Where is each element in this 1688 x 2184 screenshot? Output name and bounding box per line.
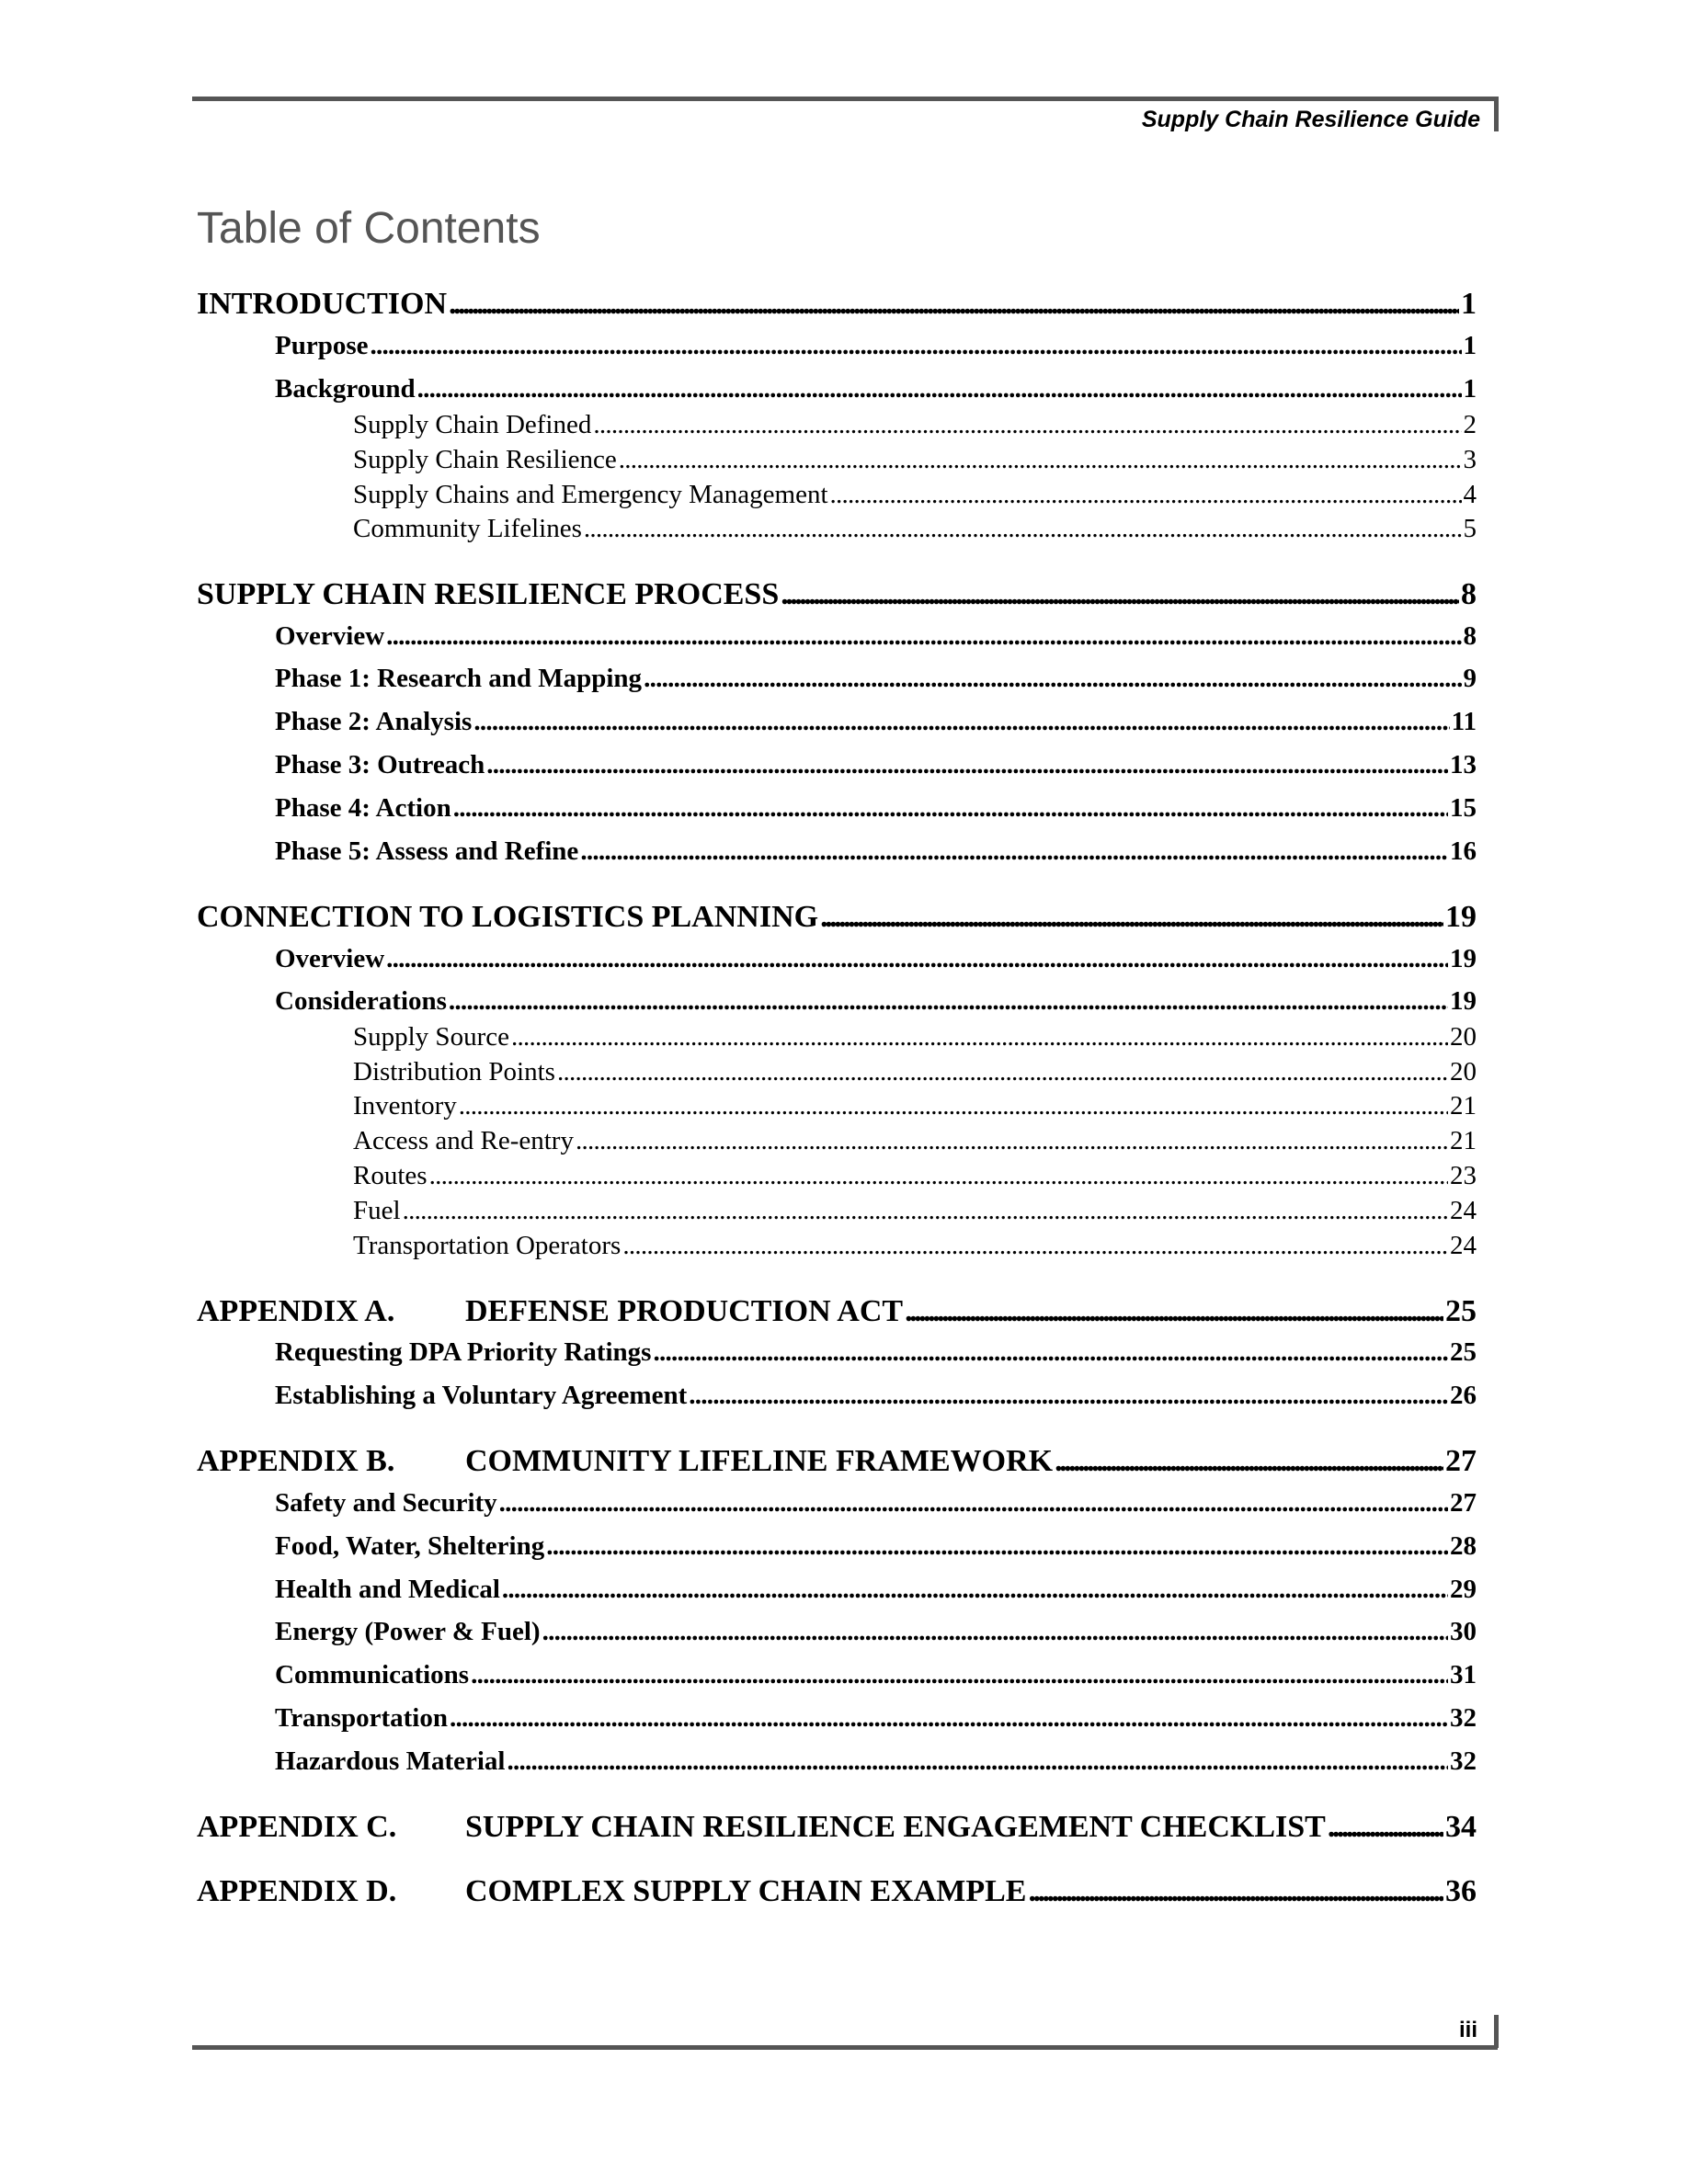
toc-entry-page: 8 bbox=[1461, 577, 1477, 611]
toc-dot-leader bbox=[619, 443, 1462, 476]
toc-entry-page: 4 bbox=[1463, 480, 1477, 509]
toc-dot-leader bbox=[502, 1573, 1448, 1606]
toc-entry-number: APPENDIX C. bbox=[197, 1810, 397, 1844]
toc-dot-leader bbox=[622, 1229, 1448, 1262]
footer-corner-bar bbox=[1494, 2015, 1499, 2048]
toc-entry-label: Phase 1: Research and Mapping bbox=[275, 664, 643, 693]
toc-dot-leader bbox=[511, 1020, 1448, 1053]
toc-dot-leader bbox=[429, 1159, 1448, 1192]
toc-entry-label: Supply Chains and Emergency Management bbox=[353, 480, 828, 509]
toc-entry-label: COMMUNITY LIFELINE FRAMEWORK bbox=[465, 1444, 1054, 1478]
toc-entry-page: 1 bbox=[1463, 374, 1477, 404]
toc-dot-leader bbox=[1328, 1809, 1443, 1846]
toc-entry-label: INTRODUCTION bbox=[197, 287, 448, 321]
toc-dot-leader bbox=[453, 791, 1448, 825]
toc-entry-label: Phase 2: Analysis bbox=[275, 707, 473, 736]
toc-entry-page: 26 bbox=[1450, 1381, 1477, 1410]
toc-dot-leader bbox=[386, 620, 1461, 653]
toc-entry-level-3[interactable] bbox=[353, 1229, 1477, 1262]
toc-dot-leader bbox=[449, 984, 1448, 1018]
toc-entry-label: Purpose bbox=[275, 331, 369, 360]
toc-entry-label: SUPPLY CHAIN RESILIENCE PROCESS bbox=[197, 577, 780, 611]
toc-entry-label: Phase 5: Assess and Refine bbox=[275, 836, 579, 866]
toc-entry-level-2[interactable] bbox=[275, 1336, 1477, 1369]
toc-entry-level-3[interactable] bbox=[353, 1055, 1477, 1088]
toc-dot-leader bbox=[820, 899, 1443, 936]
toc-dot-leader bbox=[580, 835, 1448, 868]
toc-entry-page: 25 bbox=[1445, 1294, 1477, 1328]
toc-entry-label: Inventory bbox=[353, 1091, 457, 1120]
toc-dot-leader bbox=[542, 1615, 1448, 1648]
toc-dot-leader bbox=[1028, 1873, 1443, 1910]
toc-entry-label: Supply Chain Defined bbox=[353, 410, 592, 439]
toc-entry-level-1[interactable] bbox=[197, 899, 1477, 936]
toc-entry-level-1[interactable] bbox=[197, 1873, 1477, 1910]
toc-entry-page: 28 bbox=[1450, 1531, 1477, 1561]
toc-entry-level-2[interactable] bbox=[275, 1658, 1477, 1691]
toc-entry-level-2[interactable] bbox=[275, 372, 1477, 405]
toc-entry-page: 2 bbox=[1463, 410, 1477, 439]
toc-entry-level-2[interactable] bbox=[275, 329, 1477, 362]
toc-entry-label: Communications bbox=[275, 1660, 470, 1689]
toc-dot-leader bbox=[459, 1089, 1448, 1122]
toc-entry-level-3[interactable] bbox=[353, 1089, 1477, 1122]
toc-entry-level-1[interactable] bbox=[197, 1809, 1477, 1846]
toc-entry-label: SUPPLY CHAIN RESILIENCE ENGAGEMENT CHECKLIST bbox=[465, 1810, 1326, 1844]
toc-entry-level-2[interactable] bbox=[275, 1701, 1477, 1735]
toc-entry-level-2[interactable] bbox=[275, 705, 1477, 738]
toc-dot-leader bbox=[499, 1486, 1448, 1519]
toc-entry-level-1[interactable] bbox=[197, 1293, 1477, 1330]
toc-entry-label: Transportation Operators bbox=[353, 1231, 622, 1260]
toc-dot-leader bbox=[593, 408, 1461, 441]
toc-entry-page: 21 bbox=[1450, 1091, 1477, 1120]
toc-entry-page: 9 bbox=[1463, 664, 1477, 693]
toc-entry-page: 1 bbox=[1461, 287, 1477, 321]
toc-entry-level-2[interactable] bbox=[275, 1379, 1477, 1412]
toc-entry-page: 31 bbox=[1450, 1660, 1477, 1689]
page-number: iii bbox=[1458, 2018, 1477, 2042]
page-title: Table of Contents bbox=[197, 204, 541, 253]
toc-entry-page: 13 bbox=[1450, 750, 1477, 779]
toc-entry-level-3[interactable] bbox=[353, 1124, 1477, 1157]
toc-entry-level-3[interactable] bbox=[353, 478, 1477, 511]
toc-entry-label: Safety and Security bbox=[275, 1488, 497, 1518]
toc-entry-page: 27 bbox=[1450, 1488, 1477, 1518]
toc-entry-label: Overview bbox=[275, 944, 385, 973]
toc-entry-page: 36 bbox=[1445, 1874, 1477, 1908]
toc-entry-page: 29 bbox=[1450, 1575, 1477, 1604]
toc-entry-label: Community Lifelines bbox=[353, 514, 582, 543]
toc-entry-level-2[interactable] bbox=[275, 1530, 1477, 1563]
running-header-title: Supply Chain Resilience Guide bbox=[1141, 107, 1480, 132]
toc-dot-leader bbox=[644, 662, 1461, 695]
toc-dot-leader bbox=[576, 1124, 1448, 1157]
toc-entry-label: Fuel bbox=[353, 1196, 401, 1225]
toc-dot-leader bbox=[450, 1701, 1448, 1735]
toc-entry-label: Health and Medical bbox=[275, 1575, 500, 1604]
toc-entry-label: COMPLEX SUPPLY CHAIN EXAMPLE bbox=[465, 1874, 1027, 1908]
toc-entry-page: 24 bbox=[1450, 1231, 1477, 1260]
toc-entry-page: 3 bbox=[1463, 445, 1477, 474]
toc-dot-leader bbox=[486, 748, 1448, 781]
toc-entry-page: 19 bbox=[1450, 944, 1477, 973]
toc-entry-level-1[interactable] bbox=[197, 286, 1477, 323]
toc-entry-page: 11 bbox=[1451, 707, 1477, 736]
toc-entry-level-3[interactable] bbox=[353, 1194, 1477, 1227]
toc-dot-leader bbox=[473, 705, 1449, 738]
toc-entry-level-1[interactable] bbox=[197, 1443, 1477, 1480]
toc-entry-label: Access and Re-entry bbox=[353, 1126, 574, 1155]
toc-entry-page: 20 bbox=[1450, 1022, 1477, 1052]
toc-entry-level-2[interactable] bbox=[275, 1745, 1477, 1778]
toc-entry-page: 19 bbox=[1450, 986, 1477, 1016]
toc-entry-level-3[interactable] bbox=[353, 408, 1477, 441]
toc-entry-label: Supply Source bbox=[353, 1022, 509, 1052]
toc-entry-label: CONNECTION TO LOGISTICS PLANNING bbox=[197, 900, 819, 934]
toc-entry-label: Hazardous Material bbox=[275, 1746, 506, 1776]
toc-entry-page: 32 bbox=[1450, 1746, 1477, 1776]
toc-entry-label: Requesting DPA Priority Ratings bbox=[275, 1337, 652, 1367]
toc-entry-label: Distribution Points bbox=[353, 1057, 555, 1086]
toc-entry-label: Food, Water, Sheltering bbox=[275, 1531, 545, 1561]
toc-dot-leader bbox=[584, 512, 1462, 545]
toc-entry-label: Phase 3: Outreach bbox=[275, 750, 485, 779]
toc-entry-label: Establishing a Voluntary Agreement bbox=[275, 1381, 688, 1410]
toc-entry-label: Overview bbox=[275, 621, 385, 651]
toc-entry-page: 24 bbox=[1450, 1196, 1477, 1225]
toc-dot-leader bbox=[507, 1745, 1448, 1778]
toc-dot-leader bbox=[689, 1379, 1448, 1412]
toc-entry-level-2[interactable] bbox=[275, 620, 1477, 653]
toc-entry-label: Energy (Power & Fuel) bbox=[275, 1617, 541, 1646]
toc-entry-level-3[interactable] bbox=[353, 443, 1477, 476]
toc-entry-level-3[interactable] bbox=[353, 1159, 1477, 1192]
toc-dot-leader bbox=[653, 1336, 1448, 1369]
toc-entry-level-1[interactable] bbox=[197, 576, 1477, 613]
toc-dot-leader bbox=[1055, 1443, 1443, 1480]
toc-entry-page: 30 bbox=[1450, 1617, 1477, 1646]
toc-entry-page: 19 bbox=[1445, 900, 1477, 934]
toc-entry-number: APPENDIX A. bbox=[197, 1294, 395, 1328]
toc-entry-label: Background bbox=[275, 374, 416, 404]
toc-entry-page: 25 bbox=[1450, 1337, 1477, 1367]
toc-entry-page: 8 bbox=[1463, 621, 1477, 651]
toc-entry-level-2[interactable] bbox=[275, 1615, 1477, 1648]
toc-entry-level-2[interactable] bbox=[275, 1573, 1477, 1606]
toc-entry-level-2[interactable] bbox=[275, 1486, 1477, 1519]
toc-entry-page: 34 bbox=[1445, 1810, 1477, 1844]
toc-dot-leader bbox=[417, 372, 1462, 405]
toc-entry-label: Considerations bbox=[275, 986, 447, 1016]
toc-dot-leader bbox=[403, 1194, 1448, 1227]
toc-dot-leader bbox=[449, 286, 1459, 323]
toc-entry-level-2[interactable] bbox=[275, 662, 1477, 695]
toc-entry-page: 1 bbox=[1463, 331, 1477, 360]
toc-entry-level-2[interactable] bbox=[275, 984, 1477, 1018]
toc-entry-level-3[interactable] bbox=[353, 1020, 1477, 1053]
toc-entry-label: Routes bbox=[353, 1161, 428, 1190]
toc-entry-page: 15 bbox=[1450, 793, 1477, 823]
toc-entry-page: 32 bbox=[1450, 1703, 1477, 1733]
toc-entry-page: 23 bbox=[1450, 1161, 1477, 1190]
toc-entry-page: 20 bbox=[1450, 1057, 1477, 1086]
toc-entry-number: APPENDIX D. bbox=[197, 1874, 397, 1908]
toc-dot-leader bbox=[781, 576, 1459, 613]
toc-entry-level-2[interactable] bbox=[275, 748, 1477, 781]
toc-entry-label: DEFENSE PRODUCTION ACT bbox=[465, 1294, 904, 1328]
footer-rule bbox=[192, 2045, 1498, 2050]
toc-dot-leader bbox=[546, 1530, 1448, 1563]
toc-dot-leader bbox=[830, 478, 1462, 511]
toc-dot-leader bbox=[371, 329, 1462, 362]
toc-entry-level-2[interactable] bbox=[275, 835, 1477, 868]
toc-dot-leader bbox=[905, 1293, 1443, 1330]
toc-entry-page: 16 bbox=[1450, 836, 1477, 866]
toc-entry-level-2[interactable] bbox=[275, 791, 1477, 825]
toc-dot-leader bbox=[557, 1055, 1448, 1088]
toc-entry-level-3[interactable] bbox=[353, 512, 1477, 545]
toc-entry-label: Phase 4: Action bbox=[275, 793, 451, 823]
toc-entry-level-2[interactable] bbox=[275, 942, 1477, 975]
toc-dot-leader bbox=[471, 1658, 1448, 1691]
toc-entry-page: 27 bbox=[1445, 1444, 1477, 1478]
toc-entry-page: 21 bbox=[1450, 1126, 1477, 1155]
toc-entry-label: Supply Chain Resilience bbox=[353, 445, 617, 474]
toc-entry-label: Transportation bbox=[275, 1703, 448, 1733]
toc-dot-leader bbox=[386, 942, 1448, 975]
toc-entry-page: 5 bbox=[1463, 514, 1477, 543]
toc-entry-number: APPENDIX B. bbox=[197, 1444, 395, 1478]
